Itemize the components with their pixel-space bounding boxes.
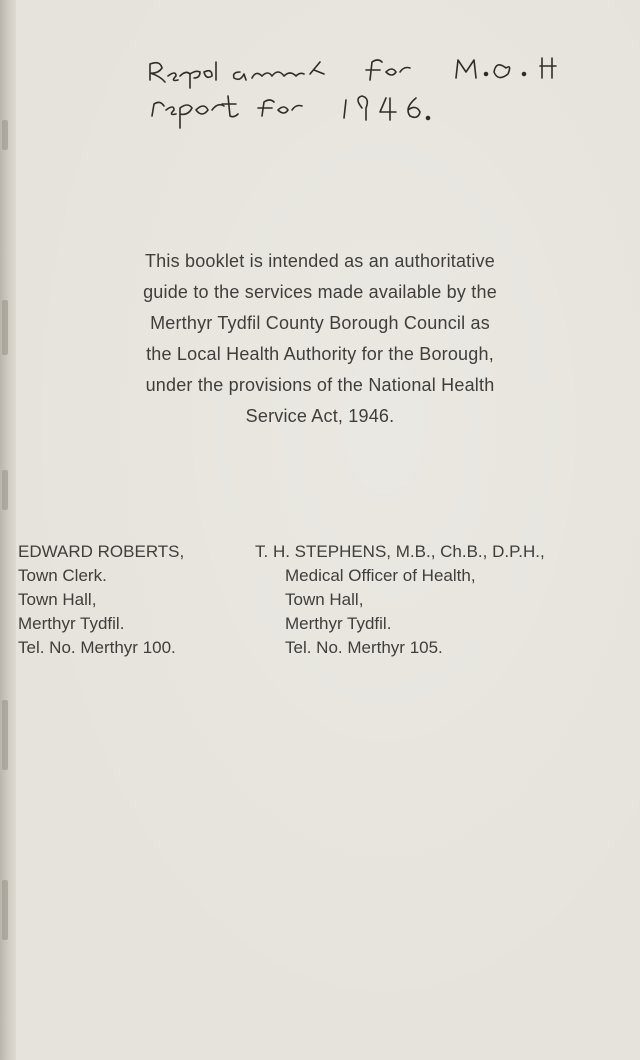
- binding-edge: [0, 0, 16, 1060]
- town-clerk-name: EDWARD ROBERTS,: [18, 542, 185, 561]
- medical-officer-town: Merthyr Tydfil.: [285, 614, 392, 633]
- town-clerk-block: [18, 540, 243, 660]
- binding-mark: [2, 880, 8, 940]
- binding-mark: [2, 700, 8, 770]
- medical-officer-block: [255, 540, 635, 660]
- intro-line: the Local Health Authority for the Borough,: [146, 344, 494, 364]
- binding-mark: [2, 470, 8, 510]
- handwritten-annotation: [0, 0, 640, 140]
- intro-line: under the provisions of the National Health: [145, 375, 495, 395]
- intro-line: guide to the services made available by the: [143, 282, 497, 302]
- town-clerk-office: Town Hall,: [18, 590, 97, 609]
- binding-mark: [2, 300, 8, 355]
- medical-officer-tel: Tel. No. Merthyr 105.: [285, 638, 443, 657]
- town-clerk-title: Town Clerk.: [18, 566, 107, 585]
- intro-line: Service Act, 1946.: [245, 406, 395, 426]
- town-clerk-town: Merthyr Tydfil.: [18, 614, 125, 633]
- medical-officer-office: Town Hall,: [285, 590, 364, 609]
- intro-line: This booklet is intended as an authoritative: [144, 251, 495, 271]
- medical-officer-title: Medical Officer of Health,: [285, 566, 476, 585]
- intro-line: Merthyr Tydfil County Borough Council as: [150, 313, 490, 333]
- intro-paragraph: [60, 246, 580, 432]
- town-clerk-tel: Tel. No. Merthyr 100.: [18, 638, 176, 657]
- medical-officer-name: T. H. STEPHENS, M.B., Ch.B., D.P.H.,: [255, 542, 545, 561]
